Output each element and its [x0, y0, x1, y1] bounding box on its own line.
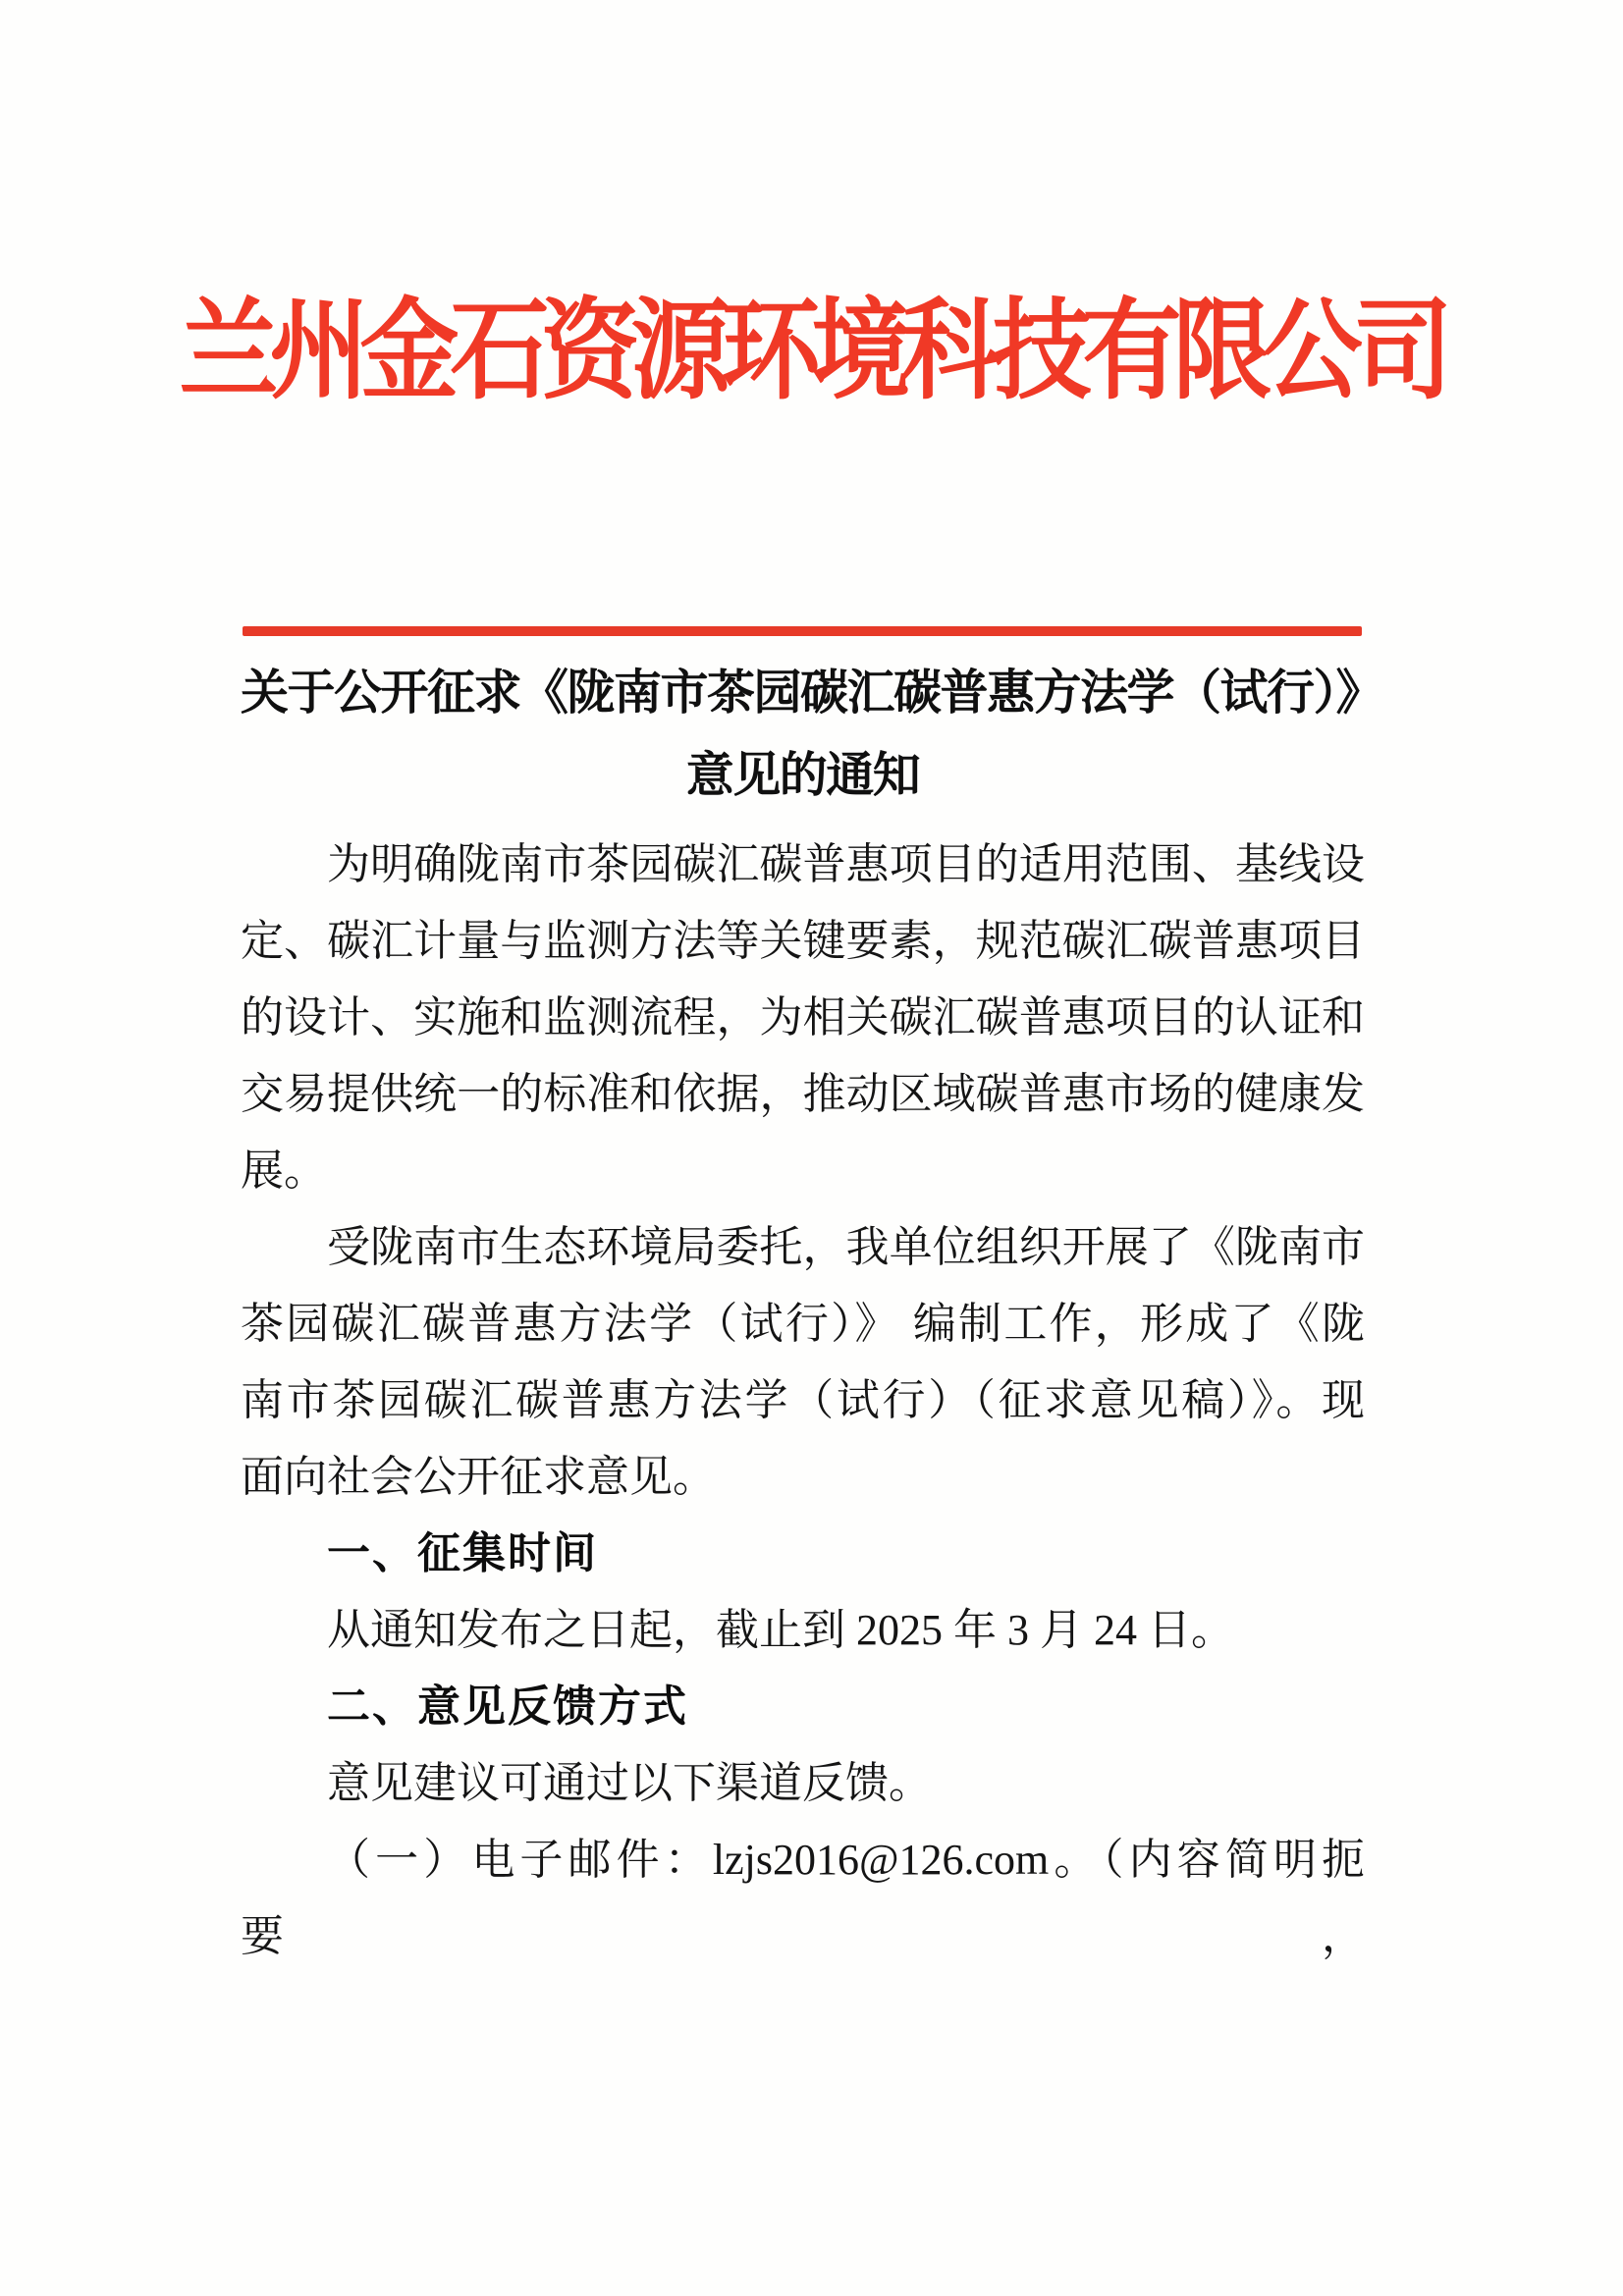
- section1-heading: 一、征集时间: [327, 1529, 598, 1577]
- body-line: 交易提供统一的标准和依据，推动区域碳普惠市场的健康发: [241, 1070, 1365, 1118]
- body-line: 展。: [241, 1147, 327, 1195]
- body-line: 受陇南市生态环境局委托，我单位组织开展了《陇南市: [327, 1223, 1365, 1271]
- body-line: 的设计、实施和监测流程，为相关碳汇碳普惠项目的认证和: [241, 993, 1365, 1041]
- notice-title-line2: 意见的通知: [685, 748, 920, 802]
- notice-body: [241, 827, 1365, 1975]
- body-line: 意见建议可通过以下渠道反馈。: [327, 1759, 932, 1807]
- body-line: 定、碳汇计量与监测方法等关键要素，规范碳汇碳普惠项目: [241, 917, 1365, 965]
- letterhead-company-name: 兰州金石资源环境科技有限公司: [179, 291, 1444, 412]
- notice-title-line1: 关于公开征求《陇南市茶园碳汇碳普惠方法学（试行）》: [241, 666, 1383, 720]
- letterhead-red-rule: [243, 626, 1362, 636]
- body-line: 面向社会公开征求意见。: [241, 1453, 716, 1501]
- body-line: 南市茶园碳汇碳普惠方法学（试行）（征求意见稿）》。现: [241, 1376, 1365, 1424]
- body-line-email: （一）电子邮件：lzjs2016@126.com。（内容简明扼要，: [241, 1836, 1365, 1960]
- body-line: 茶园碳汇碳普惠方法学（试行）》 编制工作，形成了《陇: [241, 1300, 1365, 1348]
- notice-title: [241, 652, 1383, 817]
- section2-heading: 二、意见反馈方式: [327, 1682, 688, 1731]
- body-line: 为明确陇南市茶园碳汇碳普惠项目的适用范围、基线设: [327, 840, 1365, 888]
- body-line: 从通知发布之日起，截止到 2025 年 3 月 24 日。: [327, 1606, 1234, 1654]
